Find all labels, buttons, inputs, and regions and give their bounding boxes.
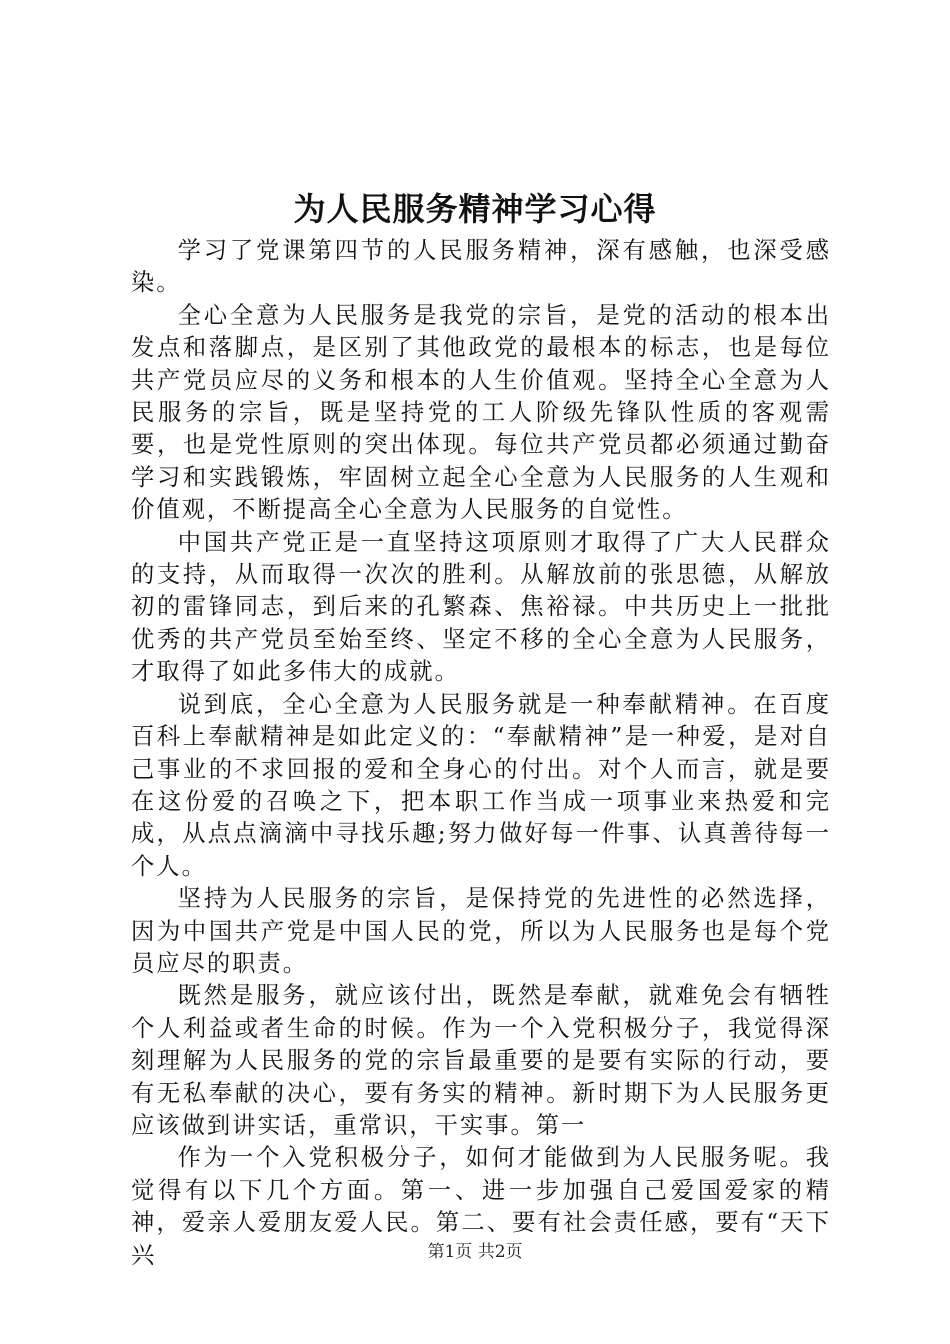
paragraph: 既然是服务，就应该付出，既然是奉献，就难免会有牺牲个人利益或者生命的时候。作为一个入党积极分子，我觉得深刻理解为人民服务的党的宗旨最重要的是要有实际的行动，要有无私奉献的决心，要有务实的精神。新时期下为人民服务更应该做到讲实话，重常识，干实事。第一 (131, 982, 831, 1139)
paragraph: 作为一个入党积极分子，如何才能做到为人民服务呢。我觉得有以下几个方面。第一、进一步加强自己爱国爱家的精神，爱亲人爱朋友爱人民。第二、要有社会责任感，要有“天下兴 (131, 1144, 831, 1269)
paragraph: 坚持为人民服务的宗旨，是保持党的先进性的必然选择，因为中国共产党是中国人民的党，所以为人民服务也是每个党员应尽的职责。 (131, 885, 831, 977)
document-body (131, 235, 831, 1272)
paragraph: 学习了党课第四节的人民服务精神，深有感触，也深受感染。 (131, 237, 831, 297)
page-number-footer: 第1页 共2页 (427, 1242, 523, 1262)
paragraph: 说到底，全心全意为人民服务就是一种奉献精神。在百度百科上奉献精神是如此定义的：“奉献精神”是一种爱，是对自己事业的不求回报的爱和全身心的付出。对个人而言，就是要在这份爱的召唤之下，把本职工作当成一项事业来热爱和完成，从点点滴滴中寻找乐趣;努力做好每一件事、认真善待每一个人。 (131, 690, 831, 880)
document-title: 为人民服务精神学习心得 (293, 190, 657, 228)
paragraph: 全心全意为人民服务是我党的宗旨，是党的活动的根本出发点和落脚点，是区别了其他政党的最根本的标志，也是每位共产党员应尽的义务和根本的人生价值观。坚持全心全意为人民服务的宗旨，既是坚持党的工人阶级先锋队性质的客观需要，也是党性原则的突出体现。每位共产党员都必须通过勤奋学习和实践锻炼，牢固树立起全心全意为人民服务的人生观和价值观，不断提高全心全意为人民服务的自觉性。 (131, 301, 831, 524)
paragraph: 中国共产党正是一直坚持这项原则才取得了广大人民群众的支持，从而取得一次次的胜利。从解放前的张思德，从解放初的雷锋同志，到后来的孔繁森、焦裕禄。中共历史上一批批优秀的共产党员至始至终、坚定不移的全心全意为人民服务，才取得了如此多伟大的成就。 (131, 528, 831, 686)
